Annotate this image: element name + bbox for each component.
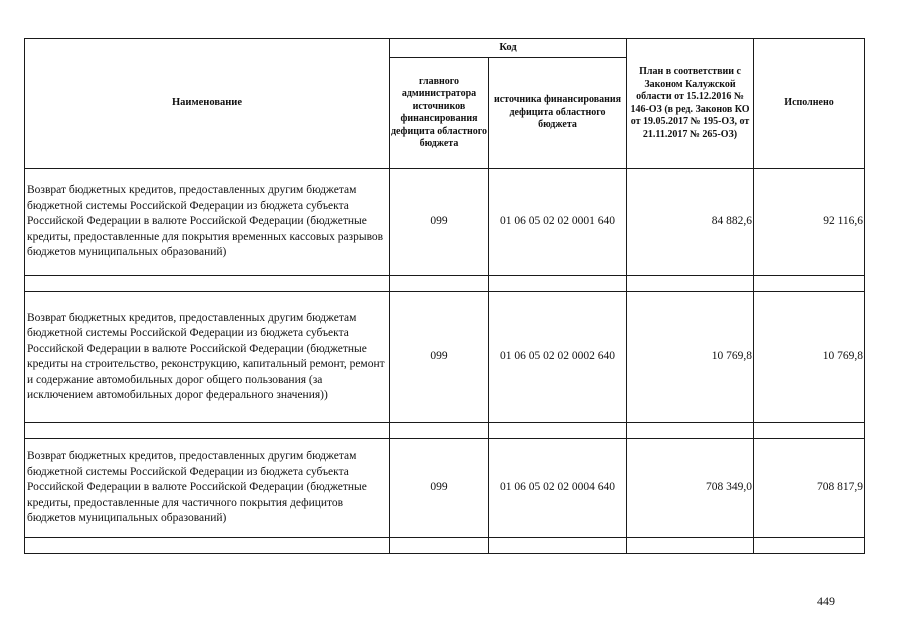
header-code: Код (390, 39, 627, 58)
row-plan: 10 769,8 (627, 292, 754, 423)
table-row (25, 169, 865, 276)
row-source-code: 01 06 05 02 02 0002 640 (489, 292, 627, 423)
row-executed: 708 817,9 (754, 439, 865, 538)
row-name: Возврат бюджетных кредитов, предоставленных другим бюджетам бюджетной системы Российской Федерации из бюджета субъекта Российской Федерации в валюте Российской Федерации (бюджетные кредиты на строительство, реконструкцию, капитальный ремонт, ремонт и содержание автомобильных дорог общего пользования (за исключением автомобильных дорог федерального значения)) (25, 292, 390, 423)
row-admin-code: 099 (390, 292, 489, 423)
row-name: Возврат бюджетных кредитов, предоставленных другим бюджетам бюджетной системы Российской Федерации из бюджета субъекта Российской Федерации в валюте Российской Федерации (бюджетные кредиты, предоставленные для частичного покрытия дефицитов бюджетов муниципальных образований) (25, 439, 390, 538)
header-name: Наименование (25, 39, 390, 169)
header-admin-code: главного администратора источников финансирования дефицита областного бюджета (390, 58, 489, 169)
header-plan: План в соответствии с Законом Калужской области от 15.12.2016 № 146-ОЗ (в ред. Законов КО от 19.05.2017 № 195-ОЗ, от 21.11.2017 № 265-ОЗ) (627, 39, 754, 169)
header-source-code: источника финансирования дефицита областного бюджета (489, 58, 627, 169)
row-admin-code: 099 (390, 439, 489, 538)
row-source-code: 01 06 05 02 02 0004 640 (489, 439, 627, 538)
budget-table (24, 38, 865, 554)
row-source-code: 01 06 05 02 02 0001 640 (489, 169, 627, 276)
spacer-row (25, 423, 865, 439)
table-row (25, 439, 865, 538)
row-executed: 92 116,6 (754, 169, 865, 276)
page-number: 449 (817, 594, 835, 608)
row-name: Возврат бюджетных кредитов, предоставленных другим бюджетам бюджетной системы Российской Федерации из бюджета субъекта Российской Федерации в валюте Российской Федерации (бюджетные кредиты, предоставленные для покрытия временных кассовых разрывов бюджетов муниципальных образований) (25, 169, 390, 276)
row-admin-code: 099 (390, 169, 489, 276)
header-executed: Исполнено (754, 39, 865, 169)
spacer-row (25, 538, 865, 554)
table-row (25, 292, 865, 423)
row-executed: 10 769,8 (754, 292, 865, 423)
spacer-row (25, 276, 865, 292)
row-plan: 84 882,6 (627, 169, 754, 276)
row-plan: 708 349,0 (627, 439, 754, 538)
